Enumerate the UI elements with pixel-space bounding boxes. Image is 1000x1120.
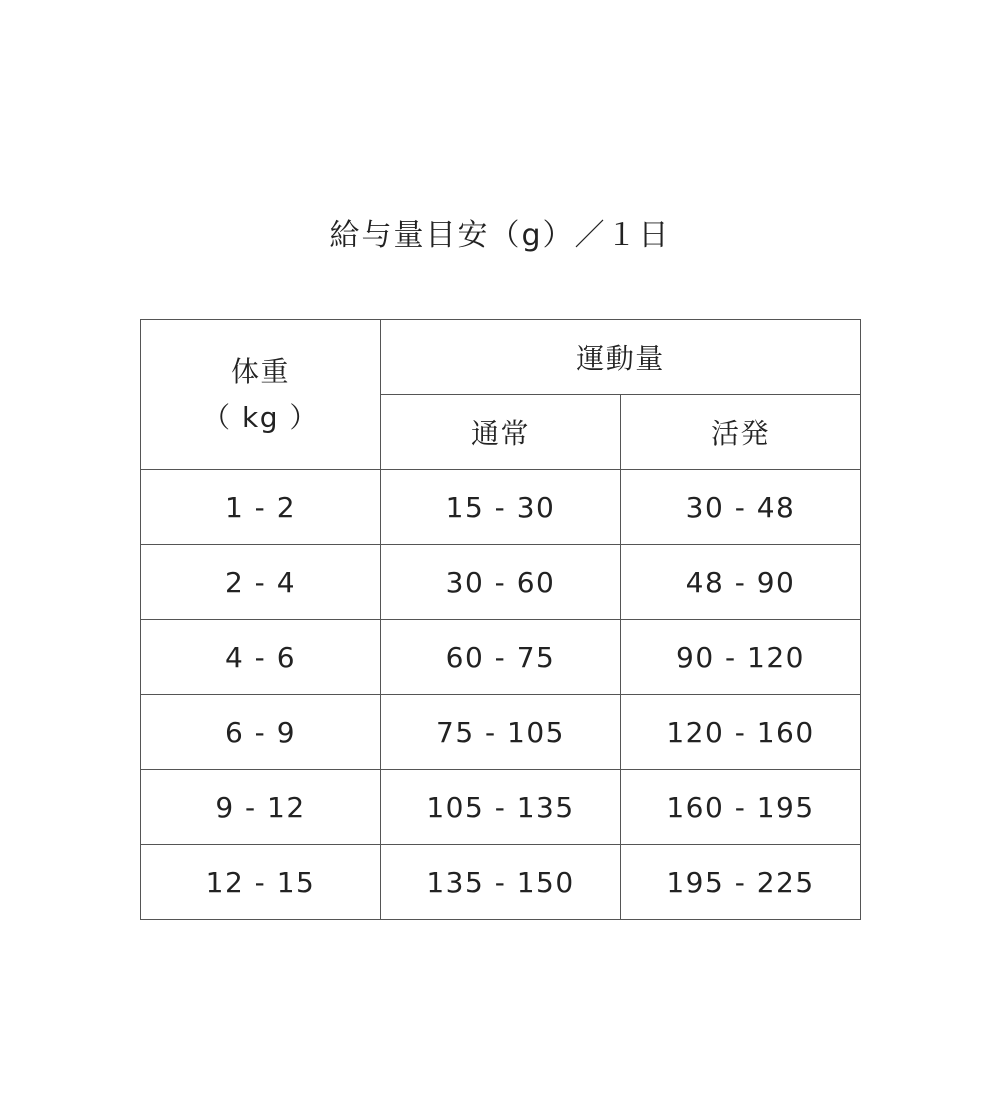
weight-header	[141, 320, 381, 470]
table-row	[141, 620, 861, 695]
normal-cell: 60 - 75	[381, 620, 621, 695]
active-cell: 195 - 225	[621, 845, 861, 920]
weight-cell: 2 - 4	[141, 545, 381, 620]
active-cell: 30 - 48	[621, 470, 861, 545]
feeding-table	[140, 319, 861, 920]
normal-cell: 15 - 30	[381, 470, 621, 545]
normal-cell: 105 - 135	[381, 770, 621, 845]
active-cell: 48 - 90	[621, 545, 861, 620]
active-cell: 90 - 120	[621, 620, 861, 695]
active-cell: 160 - 195	[621, 770, 861, 845]
normal-header: 通常	[381, 395, 621, 470]
normal-cell: 30 - 60	[381, 545, 621, 620]
table-row	[141, 770, 861, 845]
normal-cell: 135 - 150	[381, 845, 621, 920]
activity-header: 運動量	[381, 320, 861, 395]
weight-cell: 4 - 6	[141, 620, 381, 695]
weight-cell: 6 - 9	[141, 695, 381, 770]
page-title: 給与量目安（g）／１日	[329, 218, 671, 253]
table-row	[141, 470, 861, 545]
weight-header-unit: （ kg ）	[202, 400, 319, 434]
normal-cell: 75 - 105	[381, 695, 621, 770]
table-row	[141, 695, 861, 770]
weight-cell: 1 - 2	[141, 470, 381, 545]
active-header: 活発	[621, 395, 861, 470]
active-cell: 120 - 160	[621, 695, 861, 770]
weight-cell: 9 - 12	[141, 770, 381, 845]
weight-header-label: 体重	[230, 354, 290, 388]
table-row	[141, 845, 861, 920]
table-row	[141, 545, 861, 620]
weight-cell: 12 - 15	[141, 845, 381, 920]
header-row-activity	[141, 320, 861, 395]
